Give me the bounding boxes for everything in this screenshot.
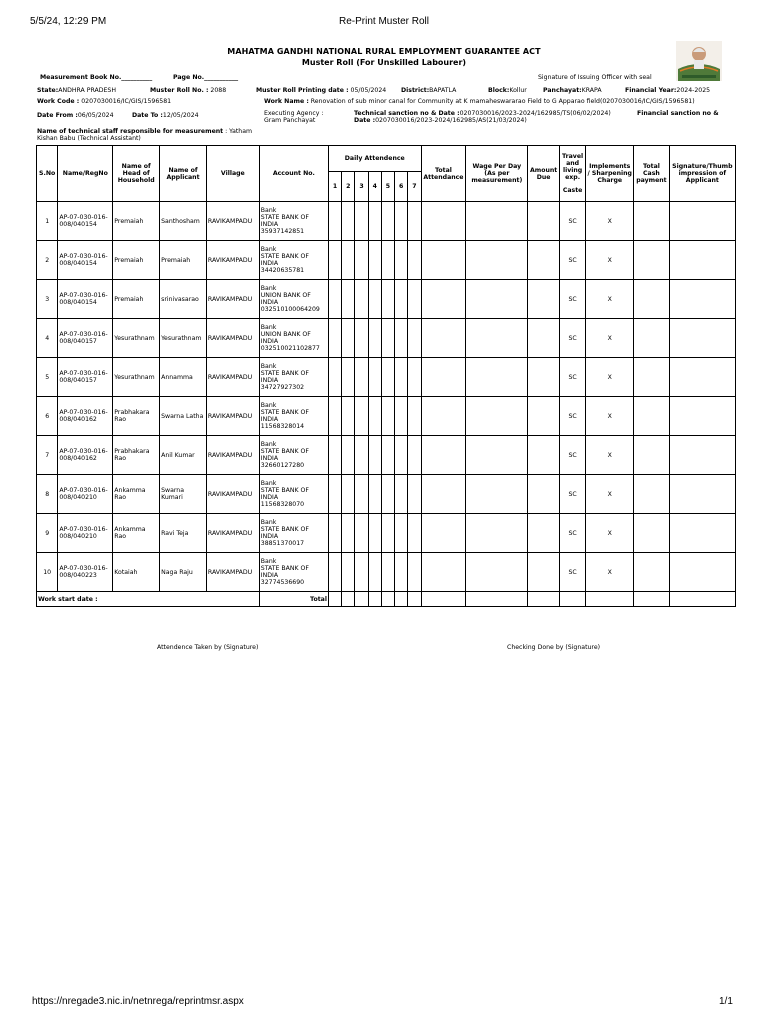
- row-cash: [634, 436, 670, 475]
- muster-roll-title: Muster Roll (For Unskilled Labourer): [301, 58, 467, 67]
- day-cell-4: [368, 553, 381, 592]
- row-head: Yesurathnam: [113, 319, 160, 358]
- day-cell-2: [342, 319, 355, 358]
- day-cell-2: [342, 514, 355, 553]
- row-implements: X: [586, 202, 634, 241]
- row-cash: [634, 241, 670, 280]
- table-row: [37, 397, 736, 436]
- row-wage: [466, 475, 528, 514]
- account-account: 11568328014: [260, 423, 305, 430]
- account-account: 38851370017: [260, 540, 305, 547]
- row-total-attendance: [421, 475, 466, 514]
- row-account: [259, 397, 328, 436]
- row-applicant: Ravi Teja: [160, 514, 207, 553]
- row-implements: X: [586, 358, 634, 397]
- row-applicant: srinivasarao: [160, 280, 207, 319]
- day-cell-1: [328, 358, 341, 397]
- row-wage: [466, 241, 528, 280]
- row-signature: [669, 358, 735, 397]
- day-cell-4: [368, 358, 381, 397]
- account-bank-name: STATE BANK OF INDIA: [260, 370, 309, 384]
- row-amount: [528, 358, 560, 397]
- row-village: RAVIKAMPADU: [206, 397, 259, 436]
- day-cell-1: [328, 202, 341, 241]
- row-cash: [634, 514, 670, 553]
- day-cell-3: [355, 475, 368, 514]
- row-signature: [669, 514, 735, 553]
- day-cell-1: [328, 475, 341, 514]
- day-cell-3: [355, 514, 368, 553]
- row-reg-no: AP-07-030-016-008/040154: [58, 202, 113, 241]
- row-implements: X: [586, 241, 634, 280]
- row-village: RAVIKAMPADU: [206, 553, 259, 592]
- account-bank: Bank: [260, 441, 277, 448]
- row-implements: X: [586, 436, 634, 475]
- day-cell-2: [342, 202, 355, 241]
- row-cash: [634, 319, 670, 358]
- row-caste: SC: [559, 280, 585, 319]
- day-cell-5: [381, 319, 394, 358]
- account-bank: Bank: [260, 324, 277, 331]
- row-applicant: Annamma: [160, 358, 207, 397]
- row-amount: [528, 319, 560, 358]
- row-wage: [466, 280, 528, 319]
- row-sno: 1: [37, 202, 58, 241]
- header-day-6: 6: [395, 172, 408, 202]
- row-amount: [528, 241, 560, 280]
- measurement-book: Measurement Book No.__________: [40, 74, 153, 81]
- row-account: [259, 241, 328, 280]
- row-implements: X: [586, 280, 634, 319]
- day-cell-3: [355, 397, 368, 436]
- day-cell-5: [381, 514, 394, 553]
- header-day-7: 7: [408, 172, 421, 202]
- panchayat-field: Panchayat:KRAPA: [543, 87, 602, 94]
- row-cash: [634, 475, 670, 514]
- row-sno: 5: [37, 358, 58, 397]
- row-implements: X: [586, 514, 634, 553]
- row-caste: SC: [559, 553, 585, 592]
- row-head: Premaiah: [113, 280, 160, 319]
- row-caste: SC: [559, 475, 585, 514]
- row-account: [259, 514, 328, 553]
- account-bank: Bank: [260, 285, 277, 292]
- header-head: Name of Head of Household: [113, 146, 160, 202]
- header-village: Village: [206, 146, 259, 202]
- row-cash: [634, 280, 670, 319]
- row-head: Yesurathnam: [113, 358, 160, 397]
- day-cell-6: [395, 553, 408, 592]
- day-cell-2: [342, 280, 355, 319]
- row-signature: [669, 319, 735, 358]
- day-cell-4: [368, 280, 381, 319]
- account-bank: Bank: [260, 402, 277, 409]
- row-implements: X: [586, 319, 634, 358]
- day-cell-3: [355, 436, 368, 475]
- day-cell-3: [355, 553, 368, 592]
- day-cell-5: [381, 202, 394, 241]
- row-account: [259, 358, 328, 397]
- header-signature: Signature/Thumb impression of Applicant: [669, 146, 735, 202]
- row-signature: [669, 397, 735, 436]
- account-account: 32660127280: [260, 462, 305, 469]
- table-row: [37, 280, 736, 319]
- printing-date: Muster Roll Printing date : 05/05/2024: [256, 87, 387, 94]
- row-reg-no: AP-07-030-016-008/040154: [58, 241, 113, 280]
- row-applicant: Naga Raju: [160, 553, 207, 592]
- page-no: Page No.___________: [173, 74, 239, 81]
- technical-staff: Name of technical staff responsible for measurement : Yatham: [37, 128, 253, 135]
- account-bank: Bank: [260, 480, 277, 487]
- table-row: [37, 475, 736, 514]
- header-day-1: 1: [328, 172, 341, 202]
- row-implements: X: [586, 553, 634, 592]
- day-cell-5: [381, 475, 394, 514]
- executing-agency-label: Executing Agency :: [264, 110, 324, 117]
- day-cell-2: [342, 397, 355, 436]
- row-head: Ankamma Rao: [113, 475, 160, 514]
- account-bank: Bank: [260, 207, 277, 214]
- row-cash: [634, 202, 670, 241]
- row-total-attendance: [421, 319, 466, 358]
- day-cell-7: [408, 280, 421, 319]
- row-wage: [466, 553, 528, 592]
- state-field: State:ANDHRA PRADESH: [37, 87, 117, 94]
- row-signature: [669, 202, 735, 241]
- account-account: 34420635781: [260, 267, 305, 274]
- header-day-5: 5: [381, 172, 394, 202]
- day-cell-6: [395, 397, 408, 436]
- row-head: Kotaiah: [113, 553, 160, 592]
- financial-year: Financial Year:2024-2025: [625, 87, 711, 94]
- table-row: [37, 436, 736, 475]
- header-wage: Wage Per Day (As per measurement): [466, 146, 528, 202]
- row-wage: [466, 358, 528, 397]
- row-caste: SC: [559, 241, 585, 280]
- day-cell-2: [342, 358, 355, 397]
- row-signature: [669, 280, 735, 319]
- account-account: 032510021102877: [260, 345, 320, 352]
- day-cell-4: [368, 241, 381, 280]
- row-reg-no: AP-07-030-016-008/040162: [58, 436, 113, 475]
- account-account: 11568328070: [260, 501, 305, 508]
- row-amount: [528, 397, 560, 436]
- act-title: MAHATMA GANDHI NATIONAL RURAL EMPLOYMENT GUARANTEE ACT: [227, 47, 541, 56]
- row-caste: SC: [559, 202, 585, 241]
- day-cell-5: [381, 553, 394, 592]
- day-cell-7: [408, 319, 421, 358]
- account-bank-name: UNION BANK OF INDIA: [260, 292, 311, 306]
- date-from: Date From :06/05/2024: [37, 112, 114, 119]
- row-total-attendance: [421, 202, 466, 241]
- work-start-date: Work start date :: [37, 592, 260, 607]
- account-account: 35937142851: [260, 228, 305, 235]
- row-account: [259, 475, 328, 514]
- row-account: [259, 553, 328, 592]
- account-bank-name: STATE BANK OF INDIA: [260, 253, 309, 267]
- row-village: RAVIKAMPADU: [206, 475, 259, 514]
- print-datetime: 5/5/24, 12:29 PM: [30, 16, 107, 27]
- header-name-reg: Name/RegNo: [58, 146, 113, 202]
- day-cell-4: [368, 397, 381, 436]
- day-cell-5: [381, 241, 394, 280]
- row-applicant: Santhosham: [160, 202, 207, 241]
- row-wage: [466, 319, 528, 358]
- day-cell-3: [355, 319, 368, 358]
- row-applicant: Premaiah: [160, 241, 207, 280]
- day-cell-7: [408, 436, 421, 475]
- row-sno: 7: [37, 436, 58, 475]
- attendance-signature: Attendence Taken by (Signature): [157, 644, 259, 651]
- row-reg-no: AP-07-030-016-008/040210: [58, 475, 113, 514]
- financial-sanction: Date :0207030016/2023-2024/162985/AS(21/03/2024): [354, 117, 527, 124]
- row-caste: SC: [559, 436, 585, 475]
- row-total-attendance: [421, 241, 466, 280]
- header-applicant: Name of Applicant: [160, 146, 207, 202]
- row-signature: [669, 553, 735, 592]
- header-day-3: 3: [355, 172, 368, 202]
- row-amount: [528, 280, 560, 319]
- row-village: RAVIKAMPADU: [206, 358, 259, 397]
- row-reg-no: AP-07-030-016-008/040154: [58, 280, 113, 319]
- row-total-attendance: [421, 514, 466, 553]
- row-cash: [634, 358, 670, 397]
- header-day-4: 4: [368, 172, 381, 202]
- row-reg-no: AP-07-030-016-008/040210: [58, 514, 113, 553]
- row-village: RAVIKAMPADU: [206, 280, 259, 319]
- day-cell-1: [328, 514, 341, 553]
- day-cell-2: [342, 436, 355, 475]
- row-caste: SC: [559, 514, 585, 553]
- day-cell-6: [395, 358, 408, 397]
- work-code: Work Code : 0207030016/IC/GIS/1596581: [37, 98, 172, 105]
- row-wage: [466, 514, 528, 553]
- muster-roll-table: [36, 145, 736, 607]
- day-cell-6: [395, 319, 408, 358]
- row-account: [259, 202, 328, 241]
- row-wage: [466, 397, 528, 436]
- total-label: Total: [259, 592, 328, 607]
- account-bank-name: STATE BANK OF INDIA: [260, 487, 309, 501]
- page-url[interactable]: https://nregade3.nic.in/netnrega/reprintmsr.aspx: [32, 996, 244, 1007]
- row-cash: [634, 553, 670, 592]
- day-cell-7: [408, 241, 421, 280]
- row-village: RAVIKAMPADU: [206, 241, 259, 280]
- signature-officer: Signature of Issuing Officer with seal: [538, 74, 652, 81]
- table-row: [37, 553, 736, 592]
- district-field: District:BAPATLA: [401, 87, 457, 94]
- row-amount: [528, 436, 560, 475]
- technical-sanction: Technical sanction no & Date :0207030016/2023-2024/162985/TS(06/02/2024): [354, 110, 611, 117]
- row-sno: 6: [37, 397, 58, 436]
- header-amount: Amount Due: [528, 146, 560, 202]
- day-cell-4: [368, 475, 381, 514]
- day-cell-3: [355, 280, 368, 319]
- row-account: [259, 319, 328, 358]
- row-amount: [528, 475, 560, 514]
- row-sno: 9: [37, 514, 58, 553]
- row-total-attendance: [421, 397, 466, 436]
- row-wage: [466, 436, 528, 475]
- checking-signature: Checking Done by (Signature): [507, 644, 601, 651]
- row-village: RAVIKAMPADU: [206, 436, 259, 475]
- row-caste: SC: [559, 358, 585, 397]
- account-bank: Bank: [260, 246, 277, 253]
- executing-agency: Gram Panchayat: [264, 117, 316, 124]
- header-implements: Implements / Sharpening Charge: [586, 146, 634, 202]
- row-implements: X: [586, 475, 634, 514]
- account-account: 32774536690: [260, 579, 305, 586]
- account-bank-name: STATE BANK OF INDIA: [260, 214, 309, 228]
- day-cell-7: [408, 397, 421, 436]
- day-cell-6: [395, 514, 408, 553]
- header-total-attendance: Total Attendance: [421, 146, 466, 202]
- account-bank: Bank: [260, 558, 277, 565]
- row-total-attendance: [421, 280, 466, 319]
- table-row: [37, 514, 736, 553]
- day-cell-3: [355, 241, 368, 280]
- row-signature: [669, 475, 735, 514]
- table-row: [37, 358, 736, 397]
- mgnrega-logo: [676, 41, 722, 81]
- day-cell-6: [395, 241, 408, 280]
- row-signature: [669, 241, 735, 280]
- day-cell-2: [342, 553, 355, 592]
- row-total-attendance: [421, 553, 466, 592]
- day-cell-4: [368, 202, 381, 241]
- account-bank-name: STATE BANK OF INDIA: [260, 526, 309, 540]
- day-cell-1: [328, 553, 341, 592]
- row-sno: 10: [37, 553, 58, 592]
- header-cash: Total Cash payment: [634, 146, 670, 202]
- row-wage: [466, 202, 528, 241]
- row-account: [259, 280, 328, 319]
- day-cell-1: [328, 436, 341, 475]
- day-cell-1: [328, 241, 341, 280]
- account-bank-name: STATE BANK OF INDIA: [260, 448, 309, 462]
- muster-roll-no: Muster Roll No. : 2088: [150, 87, 227, 94]
- row-implements: X: [586, 397, 634, 436]
- header-sno: S.No: [37, 146, 58, 202]
- row-applicant: Swarna Kumari: [160, 475, 207, 514]
- row-total-attendance: [421, 436, 466, 475]
- account-account: 34727927302: [260, 384, 305, 391]
- header-travel: Travel and living exp. Caste: [559, 146, 585, 202]
- row-amount: [528, 202, 560, 241]
- header-account: Account No.: [259, 146, 328, 202]
- row-sno: 4: [37, 319, 58, 358]
- row-amount: [528, 553, 560, 592]
- day-cell-5: [381, 358, 394, 397]
- row-head: Prabhakara Rao: [113, 436, 160, 475]
- account-bank-name: UNION BANK OF INDIA: [260, 331, 311, 345]
- account-bank: Bank: [260, 519, 277, 526]
- day-cell-1: [328, 319, 341, 358]
- row-village: RAVIKAMPADU: [206, 514, 259, 553]
- day-cell-3: [355, 358, 368, 397]
- row-reg-no: AP-07-030-016-008/040223: [58, 553, 113, 592]
- technical-staff-name: Kishan Babu (Technical Assistant): [37, 135, 141, 142]
- row-account: [259, 436, 328, 475]
- day-cell-6: [395, 475, 408, 514]
- row-sno: 3: [37, 280, 58, 319]
- row-amount: [528, 514, 560, 553]
- account-bank-name: STATE BANK OF INDIA: [260, 409, 309, 423]
- row-total-attendance: [421, 358, 466, 397]
- row-reg-no: AP-07-030-016-008/040162: [58, 397, 113, 436]
- row-applicant: Anil Kumar: [160, 436, 207, 475]
- day-cell-5: [381, 280, 394, 319]
- day-cell-5: [381, 397, 394, 436]
- account-bank-name: STATE BANK OF INDIA: [260, 565, 309, 579]
- day-cell-7: [408, 475, 421, 514]
- day-cell-6: [395, 436, 408, 475]
- day-cell-6: [395, 202, 408, 241]
- work-name: Work Name : Renovation of sub minor canal for Community at K mamaheswararao Field to G Apparao field(0207030016/IC/GIS/1596581): [264, 98, 695, 105]
- row-sno: 8: [37, 475, 58, 514]
- table-row: [37, 241, 736, 280]
- row-reg-no: AP-07-030-016-008/040157: [58, 358, 113, 397]
- print-title: Re-Print Muster Roll: [338, 16, 430, 27]
- day-cell-7: [408, 514, 421, 553]
- day-cell-4: [368, 319, 381, 358]
- table-row: [37, 319, 736, 358]
- row-village: RAVIKAMPADU: [206, 319, 259, 358]
- day-cell-6: [395, 280, 408, 319]
- day-cell-7: [408, 358, 421, 397]
- day-cell-2: [342, 241, 355, 280]
- row-village: RAVIKAMPADU: [206, 202, 259, 241]
- row-head: Ankamma Rao: [113, 514, 160, 553]
- row-applicant: Swarna Latha: [160, 397, 207, 436]
- row-head: Premaiah: [113, 202, 160, 241]
- row-reg-no: AP-07-030-016-008/040157: [58, 319, 113, 358]
- financial-sanction-label: Financial sanction no &: [637, 110, 719, 117]
- day-cell-1: [328, 280, 341, 319]
- row-head: Premaiah: [113, 241, 160, 280]
- table-row: [37, 202, 736, 241]
- day-cell-5: [381, 436, 394, 475]
- row-sno: 2: [37, 241, 58, 280]
- page-number: 1/1: [719, 996, 733, 1007]
- day-cell-4: [368, 514, 381, 553]
- header-day-2: 2: [342, 172, 355, 202]
- account-account: 032510100064209: [260, 306, 320, 313]
- day-cell-2: [342, 475, 355, 514]
- row-cash: [634, 397, 670, 436]
- day-cell-1: [328, 397, 341, 436]
- row-caste: SC: [559, 397, 585, 436]
- header-daily: Daily Attendence: [328, 146, 421, 172]
- date-to: Date To :12/05/2024: [132, 112, 199, 119]
- day-cell-4: [368, 436, 381, 475]
- row-head: Prabhakara Rao: [113, 397, 160, 436]
- row-caste: SC: [559, 319, 585, 358]
- block-field: Block:Kollur: [488, 87, 527, 94]
- day-cell-3: [355, 202, 368, 241]
- row-applicant: Yesurathnam: [160, 319, 207, 358]
- day-cell-7: [408, 553, 421, 592]
- row-signature: [669, 436, 735, 475]
- account-bank: Bank: [260, 363, 277, 370]
- day-cell-7: [408, 202, 421, 241]
